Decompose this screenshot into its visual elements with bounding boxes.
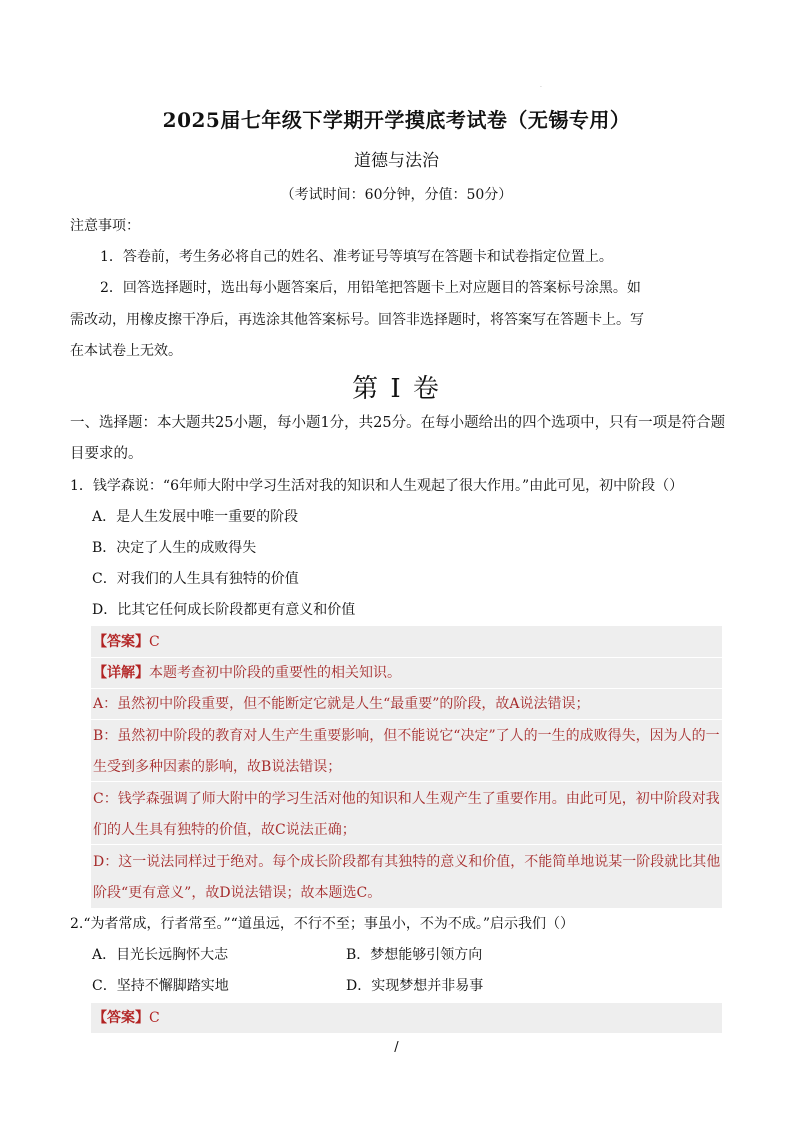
q2-option-c: C．坚持不懈脚踏实地 bbox=[92, 978, 229, 994]
q1-stem: 1．钱学森说：“6年师大附中学习生活对我的知识和人生观起了很大作用。”由此可见，初中阶段（） bbox=[70, 478, 684, 494]
q1-explanation-a: A：虽然初中阶段重要，但不能断定它就是人生“最重要”的阶段，故A说法错误； bbox=[93, 696, 590, 712]
answer-label: 【答案】 bbox=[93, 1010, 149, 1026]
q2-answer bbox=[93, 1008, 160, 1028]
q1-option-d: D．比其它任何成长阶段都更有意义和价值 bbox=[92, 602, 356, 618]
q1-answer bbox=[93, 632, 160, 652]
exam-title: 2025届七年级下学期开学摸底考试卷（无锡专用） bbox=[162, 108, 631, 132]
q1-explanation-d-line-1: D：这一说法同样过于绝对。每个成长阶段都有其独特的意义和价值，不能简单地说某一阶段就比其他 bbox=[93, 854, 721, 870]
q1-option-a: A．是人生发展中唯一重要的阶段 bbox=[92, 509, 299, 525]
q1-explanation-c-line-1: C：钱学森强调了师大附中的学习生活对他的知识和人生观产生了重要作用。由此可见，初中阶段对我 bbox=[93, 791, 720, 807]
q2-stem: 2.“为者常成，行者常至。”“道虽远，不行不至；事虽小，不为不成。”启示我们（） bbox=[70, 916, 574, 932]
q1-explanation-b-line-1: B：虽然初中阶段的教育对人生产生重要影响，但不能说它“决定”了人的一生的成败得失，因为人的一 bbox=[93, 728, 720, 744]
notice-item-2-line-1: 2．回答选择题时，选出每小题答案后，用铅笔把答题卡上对应题目的答案标号涂黑。如 bbox=[100, 280, 641, 296]
exam-info: （考试时间：60分钟，分值：50分） bbox=[280, 187, 513, 203]
notice-heading: 注意事项： bbox=[70, 218, 140, 234]
q2-option-d: D．实现梦想并非易事 bbox=[346, 978, 484, 994]
detail-label: 【详解】 bbox=[93, 665, 149, 681]
notice-item-1: 1．答卷前，考生务必将自己的姓名、准考证号等填写在答题卡和试卷指定位置上。 bbox=[100, 249, 613, 265]
q2-option-a: A．目光长远胸怀大志 bbox=[92, 947, 229, 963]
scan-mark: · bbox=[540, 84, 542, 91]
section-instruction-line-1: 一、选择题：本大题共25小题，每小题1分，共25分。在每小题给出的四个选项中，只有一项是符合题 bbox=[70, 415, 726, 431]
section-title: 第 I 卷 bbox=[352, 374, 441, 404]
exam-subject: 道德与法治 bbox=[354, 151, 439, 171]
q2-answer-block bbox=[91, 1003, 722, 1033]
q1-detail bbox=[93, 663, 401, 683]
q1-option-c: C．对我们的人生具有独特的价值 bbox=[92, 571, 299, 587]
q1-explanation-b-line-2: 生受到多种因素的影响，故B说法错误； bbox=[93, 759, 342, 775]
answer-label: 【答案】 bbox=[93, 634, 149, 650]
q1-explanation-d-line-2: 阶段“更有意义”，故D说法错误；故本题选C。 bbox=[93, 885, 382, 901]
answer-value: C bbox=[149, 1010, 160, 1026]
page-number: / bbox=[394, 1040, 399, 1055]
notice-item-2-line-3: 在本试卷上无效。 bbox=[70, 343, 182, 359]
detail-text: 本题考查初中阶段的重要性的相关知识。 bbox=[149, 665, 401, 681]
section-instruction-line-2: 目要求的。 bbox=[70, 446, 143, 462]
notice-item-2-line-2: 需改动，用橡皮擦干净后，再选涂其他答案标号。回答非选择题时，将答案写在答题卡上。写 bbox=[70, 312, 644, 328]
q2-option-b: B．梦想能够引领方向 bbox=[346, 947, 483, 963]
answer-value: C bbox=[149, 634, 160, 650]
q1-explanation-c-line-2: 们的人生具有独特的价值，故C说法正确； bbox=[93, 822, 356, 838]
q1-option-b: B．决定了人生的成败得失 bbox=[92, 540, 257, 556]
